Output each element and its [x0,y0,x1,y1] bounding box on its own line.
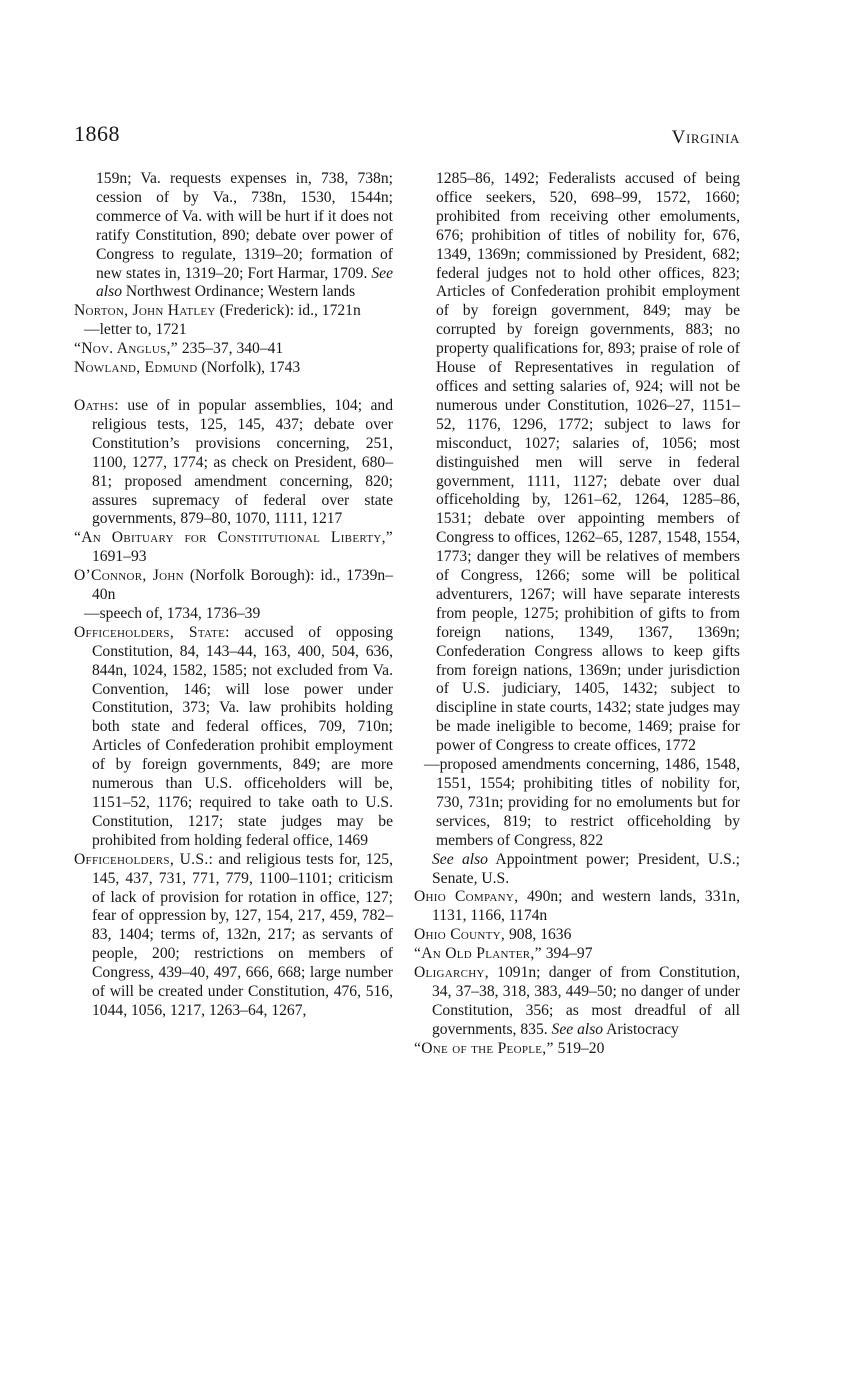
entry-text: 235–37, 340–41 [177,340,284,358]
index-entry-western-continuation [74,170,393,302]
index-subentry-proposed-amendments: —proposed amendments concerning, 1486, 1548, 1551, 1554; prohibiting titles of nobility for, 730, 731n; providing for no emoluments but for services, 819; to restrict officeholding by members of Congress, 822 [424,756,740,849]
entry-headword: “An Obituary for Constitutional Liberty,” [74,529,393,547]
see-also-label: See also [432,850,488,868]
see-also-label: See also [547,1020,604,1038]
see-also-text: Northwest Ordinance; Western lands [122,283,356,301]
entry-headword: Ohio County, [414,926,506,944]
entry-text: 1091n; danger of from Constitution, 34, 37–38, 318, 383, 449–50; no danger of under Constitution, 356; as most dreadful of all governments, 835. [432,964,740,1038]
index-entry-nov-anglus [74,340,393,359]
entry-headword: “One of the People,” [414,1039,554,1057]
index-entry-oconnor [74,567,393,605]
entry-text: (Frederick): id., 1721n [215,302,361,320]
index-entry-oligarchy [414,964,740,1040]
index-column-right [414,170,740,1059]
index-subentry-norton-letter: —letter to, 1721 [84,321,187,339]
index-entry-one-of-the-people [414,1040,740,1059]
entry-text: (Norfolk Borough): id., 1739n–40n [92,567,393,604]
index-entry-oaths [74,397,393,529]
running-head: Virginia [671,127,740,148]
index-subentry-oconnor-speech: —speech of, 1734, 1736–39 [84,604,261,622]
entry-text: accused of opposing Constitution, 84, 143–44, 163, 400, 504, 636, 844n, 1024, 1582, 1585; not excluded from Va. Convention, 146; will lose power under Constitution, 373; Va. law prohibits holding both state and federal offices, 709, 710n; Articles of Confederation prohibit employment of by foreign governments, 849; are more numerous than U.S. officeholders will be, 1151–52, 1176; required to take oath to U.S. Constitution, 1217; state judges may be prohibited from holding federal office, 1469 [92,623,393,849]
index-entry-officeholders-us [74,851,393,1021]
index-entry-nowland [74,359,393,378]
entry-text: 1691–93 [92,548,147,566]
entry-headword: Ohio Company, [414,888,519,906]
entry-headword: Officeholders, U.S.: [74,850,214,868]
entry-text: 490n; and western lands, 331n, 1131, 1166, 1174n [432,888,740,925]
page-number: 1868 [74,121,120,146]
index-entry-ohio-company [414,888,740,926]
index-entry-norton [74,302,393,321]
entry-headword: “Nov. Anglus,” [74,340,178,358]
see-also-label: See also [96,264,393,301]
entry-text: 519–20 [553,1039,605,1057]
see-also-text: Aristocracy [603,1020,679,1038]
entry-text: 908, 1636 [505,926,572,944]
entry-headword: Officeholders, State: [74,623,230,641]
entry-text: 394–97 [541,945,593,963]
entry-headword: O’Connor, John [74,567,184,585]
index-entry-old-planter [414,945,740,964]
index-column-left [74,170,393,1021]
index-entry-officeholders-state [74,624,393,851]
entry-headword: Oligarchy, [414,964,489,982]
entry-headword: Oaths: [74,396,119,414]
entry-text: use of in popular assemblies, 104; and religious tests, 125, 145, 437; debate over Constitution’s provisions concerning, 251, 1100, 1277, 1774; as check on President, 680–81; proposed amendment concerning, 820; assures supremacy of federal over state governments, 879–80, 1070, 1111, 1217 [92,396,393,528]
entry-headword: Nowland, Edmund [74,359,198,377]
entry-text: 159n; Va. requests expenses in, 738, 738n; cession of by Va., 738n, 1530, 1544n; commerce of Va. with will be hurt if it does not ratify Constitution, 890; debate over power of Congress to regulate, 1319–20; formation of new states in, 1319–20; Fort Harmar, 1709. [96,170,393,282]
index-entry-obituary [74,529,393,567]
index-see-also-officeholders [414,851,740,889]
entry-headword: “An Old Planter,” [414,945,542,963]
index-entry-officeholders-us-continuation: 1285–86, 1492; Federalists accused of being office seekers, 520, 698–99, 1572, 1660; prohibited from receiving other emoluments, 676; prohibition of titles of nobility for, 676, 1349, 1369n; commissioned by President, 682; federal judges not to hold other offices, 823; Articles of Confederation prohibit employment of by foreign government, 849; may be corrupted by foreign governments, 883; no property qualifications for, 893; praise of role of House of Representatives in regulation of offices and setting salaries of, 924; will not be numerous under Constitution, 1026–27, 1151–52, 1176, 1296, 1772; subject to laws for misconduct, 1027; salaries of, 1056; most distinguished men will serve in federal government, 1111, 1127; debate over dual officeholding by, 1261–62, 1264, 1285–86, 1531; debate over appointing members of Congress to offices, 1262–65, 1287, 1548, 1554, 1773; danger they will be relatives of members of Congress, 1266; some will be political adventurers, 1267; will have separate interests from people, 1275; prohibition of gifts to from foreign nations, 1349, 1367, 1369n; Confederation Congress allows to keep gifts from foreign nations, 1369n; under jurisdiction of U.S. judiciary, 1405, 1432; subject to discipline in state courts, 1432; state judges may be made ineligible to become, 1469; praise for power of Congress to create offices, 1772 [436,170,740,755]
entry-text: (Norfolk), 1743 [197,359,301,377]
see-also-text: Appointment power; President, U.S.; Senate, U.S. [432,850,740,887]
entry-headword: Norton, John Hatley [74,302,216,320]
index-entry-ohio-county [414,926,740,945]
entry-text: and religious tests for, 125, 145, 437, 731, 771, 779, 1100–1101; criticism of lack of provision for rotation in office, 127; fear of oppression by, 127, 154, 217, 459, 782–83, 1404; terms of, 132n, 217; as servants of people, 200; restrictions on members of Congress, 439–40, 497, 666, 668; large number of will be created under Constitution, 476, 516, 1044, 1056, 1217, 1263–64, 1267, [92,850,394,1019]
